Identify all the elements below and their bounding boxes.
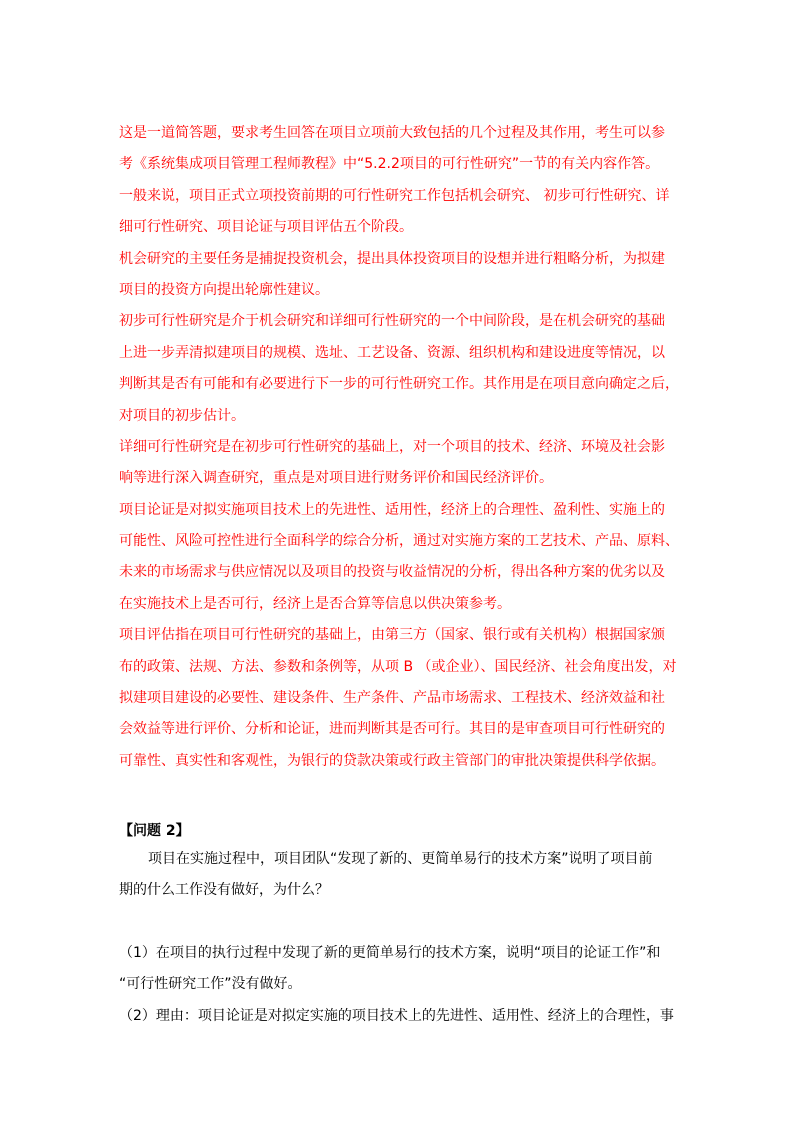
question-line: 项目在实施过程中，项目团队“发现了新的、更简单易行的技术方案”说明了项目前 [148,851,653,867]
analysis-line: 上进一步弄清拟建项目的规模、选址、工艺设备、资源、组织机构和建设进度等情况，以 [119,344,665,361]
analysis-line: 一般来说，项目正式立项投资前期的可行性研究工作包括机会研究、 初步可行性研究、详 [119,187,670,204]
analysis-line: 项目的投资方向提出轮廓性建议。 [119,281,329,298]
analysis-line: 判断其是否有可能和有必要进行下一步的可行性研究工作。其作用是在项目意向确定之后， [119,376,679,393]
analysis-line: 细可行性研究、项目论证与项目评估五个阶段。 [119,219,413,236]
analysis-line: 拟建项目建设的必要性、建设条件、生产条件、产品市场需求、工程技术、经济效益和社 [119,690,665,707]
analysis-line: 初步可行性研究是介于机会研究和详细可行性研究的一个中间阶段，是在机会研究的基础 [119,313,665,330]
analysis-line: 可靠性、真实性和客观性，为银行的贷款决策或行政主管部门的审批决策提供科学依据。 [119,752,665,769]
question-2-heading: 【问题 2】 [119,823,190,839]
answer-line: （1）在项目的执行过程中发现了新的更简单易行的技术方案，说明“项目的论证工作”和 [119,945,661,961]
answer-line: （2）理由：项目论证是对拟定实施的项目技术上的先进性、适用性、经济上的合理性，事 [119,1007,674,1024]
analysis-line: 对项目的初步估计。 [119,407,245,424]
analysis-line: 这是一道简答题，要求考生回答在项目立项前大致包括的几个过程及其作用，考生可以参 [119,125,665,141]
analysis-line: 机会研究的主要任务是捕捉投资机会，提出具体投资项目的设想并进行粗略分析，为拟建 [119,250,665,267]
question-line: 期的什么工作没有做好，为什么？ [119,882,329,899]
answer-line: “可行性研究工作”没有做好。 [119,976,302,993]
question-2-text [119,851,679,914]
analysis-line: 响等进行深入调查研究，重点是对项目进行财务评价和国民经济评价。 [119,470,553,487]
analysis-line: 可能性、风险可控性进行全面科学的综合分析，通过对实施方案的工艺技术、产品、原料、 [119,533,679,550]
analysis-line: 布的政策、法规、方法、参数和条例等，从项 B （或企业）、国民经济、社会角度出发，对 [119,658,677,675]
analysis-line: 会效益等进行评价、分析和论证，进而判断其是否可行。其目的是审查项目可行性研究的 [119,721,665,738]
analysis-line: 项目评估指在项目可行性研究的基础上，由第三方（国家、银行或有关机构）根据国家颁 [119,627,665,644]
analysis-line: 项目论证是对拟实施项目技术上的先进性、适用性，经济上的合理性、盈利性、实施上的 [119,501,665,518]
analysis-line: 在实施技术上是否可行，经济上是否合算等信息以供决策参考。 [119,595,511,612]
analysis-line: 考《系统集成项目管理工程师教程》中“5.2.2项目的可行性研究”一节的有关内容作答。 [119,156,660,173]
question-2-answer [119,945,679,1039]
answer-analysis [119,125,679,784]
analysis-line: 详细可行性研究是在初步可行性研究的基础上，对一个项目的技术、经济、环境及社会影 [119,438,665,455]
analysis-line: 未来的市场需求与供应情况以及项目的投资与收益情况的分析，得出各种方案的优劣以及 [119,564,665,581]
